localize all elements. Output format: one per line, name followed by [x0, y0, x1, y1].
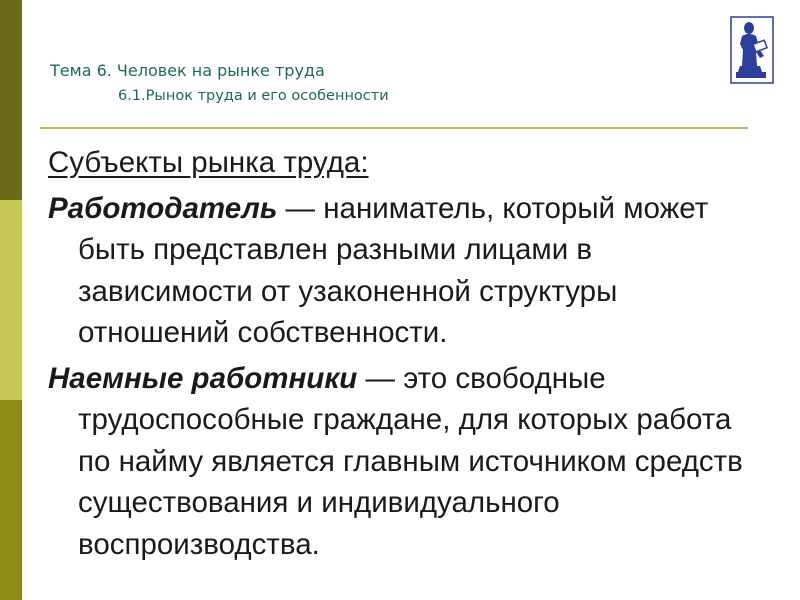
definition-text: это свободные трудоспособные граждане, для которых работа по найму является главным источником средств существования и индивидуального воспроизводства.	[78, 361, 743, 561]
definition-separator: —	[357, 361, 404, 395]
slide-subtopic: 6.1.Рынок труда и его особенности	[118, 88, 389, 104]
sidebar-segment-bottom	[0, 400, 22, 600]
definition-term: Работодатель	[48, 191, 278, 225]
sidebar-segment-top	[0, 0, 22, 200]
content-heading: Субъекты рынка труда:	[48, 146, 369, 179]
sidebar-segment-middle	[0, 200, 22, 400]
definition-separator: —	[277, 191, 324, 225]
sidebar-stripe	[0, 0, 22, 600]
slide-content	[48, 142, 768, 565]
definition-term: Наемные работники	[48, 361, 358, 395]
definition-employer	[48, 188, 768, 354]
definition-text: наниматель, который может быть представлен разными лицами в зависимости от узаконенной структуры отношений собственности.	[78, 191, 709, 349]
definition-employees	[48, 358, 768, 566]
header-divider	[40, 127, 748, 129]
slide-topic: Тема 6. Человек на рынке труда	[50, 61, 325, 80]
scholar-statue-logo-icon	[730, 16, 774, 84]
